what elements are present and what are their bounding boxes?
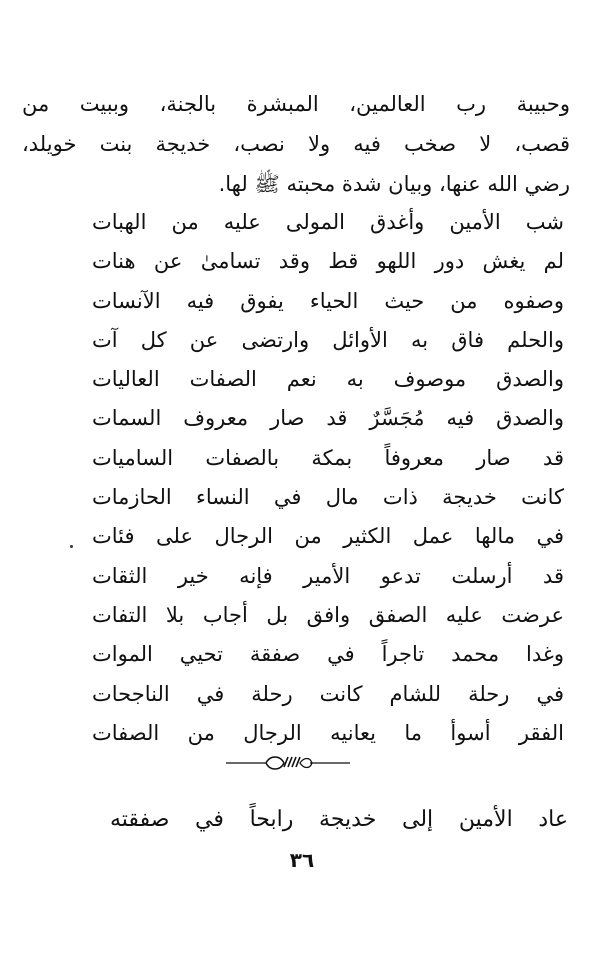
poem [92,203,564,753]
intro-line-2: قصب، لا صخب فيه ولا نصب، خديجة بنت خويلد، [22,132,570,156]
verse-line: قد صار معروفاً بمكة بالصفات الساميات [92,445,564,470]
verse-line: لم يغش دور اللهو قط وقد تسامىٰ عن هنات [92,249,564,274]
final-verse: عاد الأمين إلى خديجة رابحاً في صفقته [110,807,568,832]
intro-paragraph [22,84,570,204]
verse-line: وغدا محمد تاجراً في صفقة تحيي الموات [92,642,564,667]
verse-line: قد أرسلت تدعو الأمير فإنه خير الثقات [92,563,564,588]
intro-line-1: وحبيبة رب العالمين، المبشرة بالجنة، وببيت من [22,92,570,116]
verse-line: الفقر أسوأ ما يعانيه الرجال من الصفات [92,720,564,745]
verse-line: عرضت عليه الصفق وافق بل أجاب بلا التفات [92,602,564,627]
verse-line: شب الأمين وأغدق المولى عليه من الهبات [92,210,564,234]
verse-line: وصفوه من حيث الحياء يفوق فيه الآنسات [92,288,564,313]
verse-line: في رحلة للشام كانت رحلة في الناجحات [92,681,564,706]
intro-line-3: رضي الله عنها، وبيان شدة محبته ﷺ لها. [218,172,570,196]
ornamental-divider-icon [226,752,350,774]
verse-line: والصدق موصوف به نعم الصفات العاليات [92,367,564,392]
verse-line: كانت خديجة ذات مال في النساء الحازمات [92,485,564,510]
verse-line: والصدق فيه مُجَسَّرٌ قد صار معروف السمات [92,406,564,431]
page-number: ٣٦ [289,848,315,872]
scan-speck [70,545,73,548]
verse-line: في مالها عمل الكثير من الرجال على فئات [92,524,564,549]
verse-line: والحلم فاق به الأوائل وارتضى عن كل آت [92,327,564,352]
